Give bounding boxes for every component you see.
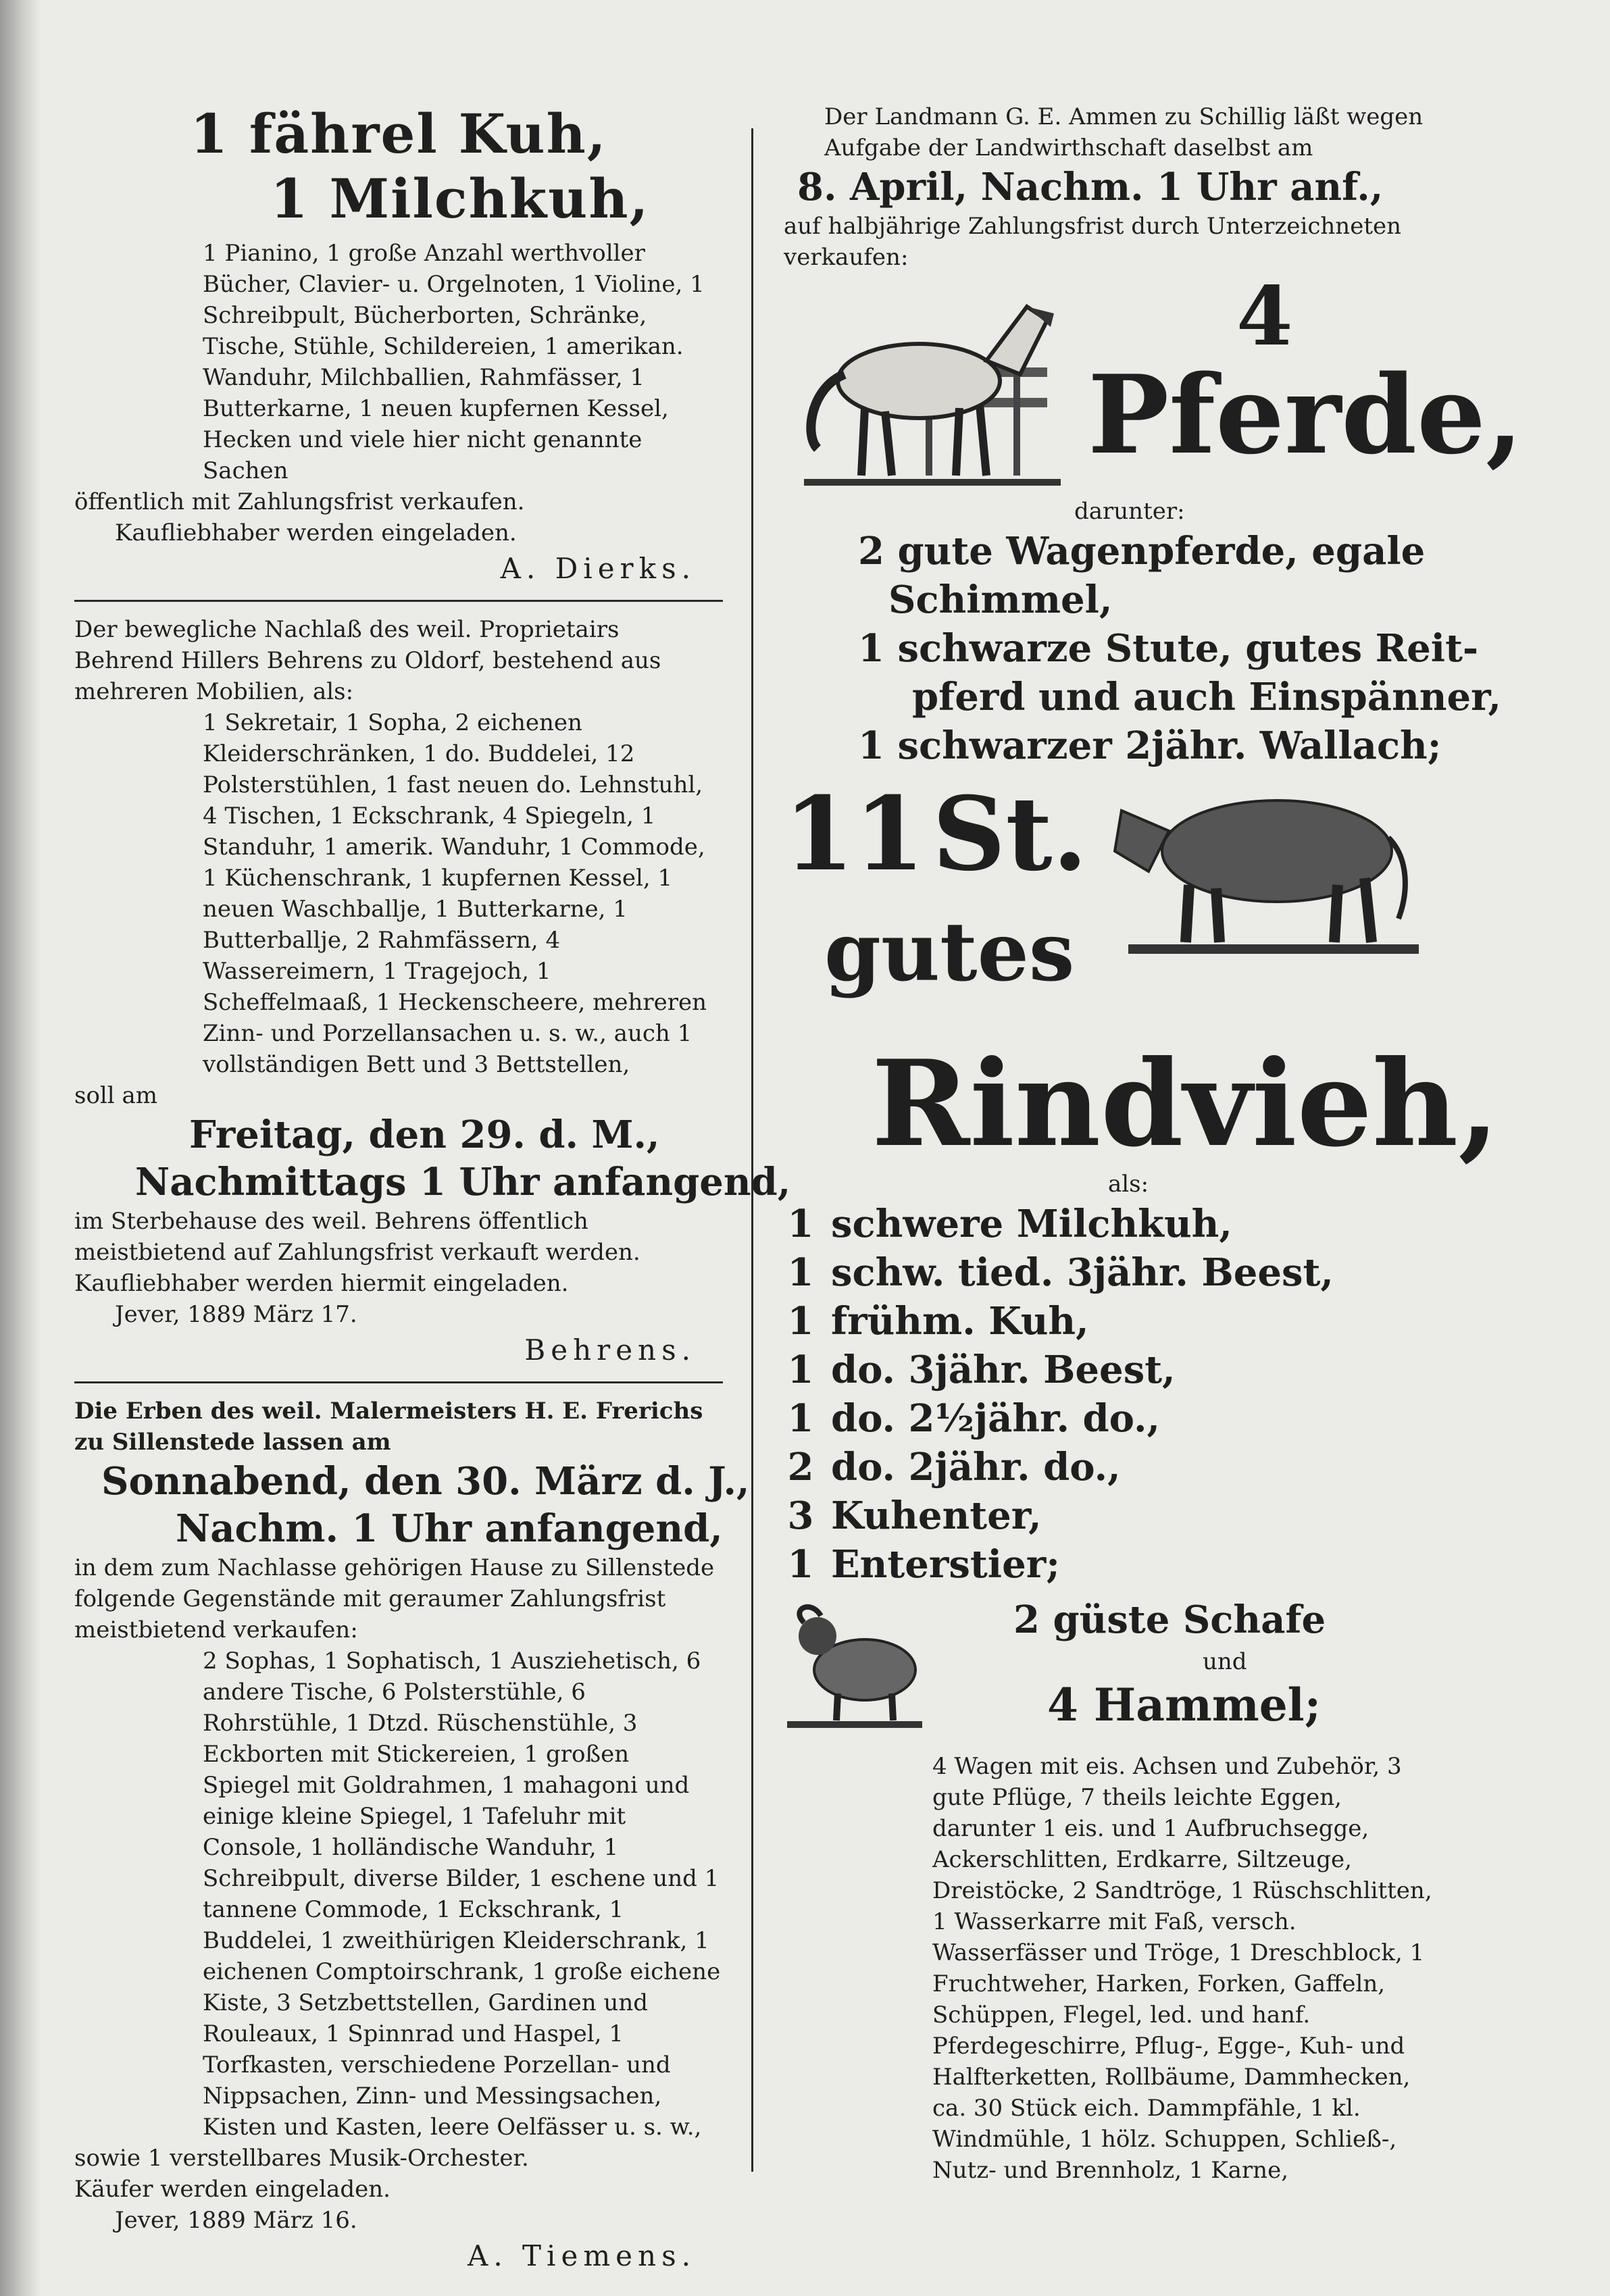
ad2-intro: Der bewegliche Nachlaß des weil. Proprietairs Behrend Hillers Behrens zu Oldorf, bestehend aus mehreren Mobilien, als: <box>74 616 661 705</box>
horse-line-4: pferd und auch Einspänner, <box>912 675 1502 719</box>
ad3-date: Sonnabend, den 30. März d. J., <box>101 1459 750 1504</box>
ad3-intro: Die Erben des weil. Malermeisters H. E. Frerichs zu Sillenstede lassen am <box>74 1398 703 1456</box>
ad1-line: öffentlich mit Zahlungsfrist verkaufen. <box>74 488 525 515</box>
page-binding-edge <box>0 0 41 2296</box>
hammel-line: 4 Hammel; <box>1047 1679 1322 1731</box>
gutes-label: gutes <box>824 904 1075 1000</box>
ammen-date: 8. April, Nachm. 1 Uhr anf., <box>797 165 1384 209</box>
pferde-heading: Pferde, <box>1088 351 1524 478</box>
cattle-item: 1 do. 3jähr. Beest, <box>787 1348 1176 1392</box>
ad2-body: im Sterbehause des weil. Behrens öffentlich meistbietend auf Zahlungsfrist verkauft werden. Kaufliebhaber werden hiermit eingeladen. <box>74 1208 640 1297</box>
darunter-label: darunter: <box>1074 498 1185 525</box>
cattle-item: 2 do. 2jähr. do., <box>787 1445 1121 1489</box>
ad2-items: 1 Sekretair, 1 Sopha, 2 eichenen Kleiderschränken, 1 do. Buddelei, 12 Polsterstühlen, 1 fast neuen do. Lehnstuhl, 4 Tischen, 1 Eckschrank, 4 Spiegeln, 1 Standuhr, 1 amerik. Wanduhr, 1 Commode, 1 Küchenschrank, 1 kupfernen Kessel, 1 neuen Waschballje, 1 Butterkarne, 1 Butterballje, 2 Rahmfässern, 4 Wassereimern, 1 Tragejoch, 1 Scheffelmaaß, 1 Heckenscheere, mehreren Zinn- und Porzellansachen u. s. w., auch 1 vollständigen Bett und 3 Bettstellen, <box>203 709 707 1078</box>
cattle-item: 1 Enterstier; <box>787 1542 1060 1587</box>
left-column <box>74 101 791 2276</box>
und-label: und <box>1203 1648 1247 1675</box>
ad-behrens <box>74 614 791 1371</box>
cattle-block <box>770 770 1446 1040</box>
cattle-item: 1 schw. tied. 3jähr. Beest, <box>787 1250 1334 1295</box>
divider-2 <box>74 1381 723 1383</box>
ad2-time: Nachmittags 1 Uhr anfangend, <box>135 1160 791 1204</box>
horse-line-1: 2 gute Wagenpferde, egale <box>858 529 1426 573</box>
horse-illustration <box>790 280 1061 496</box>
ad-tiemens <box>74 1396 750 2276</box>
als-label: als: <box>1108 1171 1149 1198</box>
ad-dierks <box>74 101 723 589</box>
schafe-line: 2 güste Schafe <box>1013 1598 1326 1642</box>
number-eleven: 11 <box>784 775 925 894</box>
ad3-dateline: Jever, 1889 März 16. <box>115 2207 357 2234</box>
ad1-headline-1: 1 fährel Kuh, <box>190 102 607 165</box>
column-divider <box>751 128 753 2172</box>
sheep-block <box>770 1589 1446 1744</box>
cow-illustration <box>1108 770 1419 959</box>
equipment-list: 4 Wagen mit eis. Achsen und Zubehör, 3 gute Pflüge, 7 theils leichte Eggen, darunter 1 eis. und 1 Aufbruchsegge, Ackerschlitten, Erdkarre, Siltzeuge, Dreistöcke, 2 Sandtröge, 1 Rüschschlitten, 1 Wasserkarre mit Faß, versch. Wasserfässer und Tröge, 1 Dreschblock, 1 Fruchtweher, Harken, Forken, Gaffeln, Schüppen, Flegel, led. und hanf. Pferdegeschirre, Pflug-, Egge-, Kuh- und Halfterketten, Rollbäume, Dammhecken, ca. 30 Stück eich. Dammpfähle, 1 kl. Windmühle, 1 hölz. Schuppen, Schließ-, Nutz- und Brennholz, 1 Karne, <box>932 1753 1432 2184</box>
cattle-item: 1 frühm. Kuh, <box>787 1299 1089 1344</box>
right-column <box>770 101 1524 2186</box>
cattle-item: 3 Kuhenter, <box>787 1494 1042 1538</box>
ad2-dateline: Jever, 1889 März 17. <box>115 1301 357 1328</box>
ad3-signature: A. Tiemens. <box>468 2239 696 2272</box>
ad1-headline-2: 1 Milchkuh, <box>270 167 650 230</box>
ad1-signature: A. Dierks. <box>500 552 696 585</box>
ad3-invite: Käufer werden eingeladen. <box>74 2176 391 2203</box>
cattle-list <box>770 1200 1446 1589</box>
cattle-item: 1 do. 2½jähr. do., <box>787 1396 1161 1441</box>
number-four: 4 <box>1236 269 1293 364</box>
cattle-item: 1 schwere Milchkuh, <box>787 1202 1232 1246</box>
horse-block <box>770 269 1524 496</box>
st-label: St. <box>932 775 1088 894</box>
sheep-illustration <box>784 1596 926 1731</box>
ad3-body: in dem zum Nachlasse gehörigen Hause zu Sillenstede folgende Gegenstände mit geraumer Zahlungsfrist meistbietend verkaufen: <box>74 1554 715 1643</box>
horse-line-3: 1 schwarze Stute, gutes Reit- <box>858 626 1479 671</box>
ad3-time: Nachm. 1 Uhr anfangend, <box>176 1506 723 1551</box>
ammen-intro: Der Landmann G. E. Ammen zu Schillig läßt wegen Aufgabe der Landwirthschaft daselbst am <box>824 103 1424 161</box>
horse-line-5: 1 schwarzer 2jähr. Wallach; <box>858 723 1442 768</box>
rindvieh-heading: Rindvieh, <box>872 1035 1500 1173</box>
horse-line-2: Schimmel, <box>888 578 1113 622</box>
ad3-sowie: sowie 1 verstellbares Musik-Orchester. <box>74 2145 529 2172</box>
ad1-body: 1 Pianino, 1 große Anzahl werthvoller Bücher, Clavier- u. Orgelnoten, 1 Violine, 1 Schreibpult, Bücherborten, Schränke, Tische, Stühle, Schildereien, 1 amerikan. Wanduhr, Milchballien, Rahmfässer, 1 Butterkarne, 1 neuen kupfernen Kessel, Hecken und viele hier nicht genannte Sachen <box>203 240 705 484</box>
ammen-intro-2: auf halbjährige Zahlungsfrist durch Unterzeichneten verkaufen: <box>784 213 1401 271</box>
ad1-invite: Kaufliebhaber werden eingeladen. <box>115 519 517 546</box>
ad2-date: Freitag, den 29. d. M., <box>189 1113 660 1157</box>
ad2-soll: soll am <box>74 1082 157 1109</box>
ad3-items: 2 Sophas, 1 Sophatisch, 1 Ausziehetisch, 6 andere Tische, 6 Polsterstühle, 6 Rohrstühle, 1 Dtzd. Rüschenstühle, 3 Eckborten mit Stickereien, 1 großen Spiegel mit Goldrahmen, 1 mahagoni und einige kleine Spiegel, 1 Tafeluhr mit Console, 1 holländische Wanduhr, 1 Schreibpult, diverse Bilder, 1 eschene und 1 tannene Commode, 1 Eckschrank, 1 Buddelei, 1 zweithürigen Kleiderschrank, 1 eichenen Comptoirschrank, 1 große eichene Kiste, 3 Setzbettstellen, Gardinen und Rouleaux, 1 Spinnrad und Haspel, 1 Torfkasten, verschiedene Porzellan- und Nippsachen, Zinn- und Messingsachen, Kisten und Kasten, leere Oelfässer u. s. w., <box>203 1648 721 2141</box>
ad2-signature: Behrens. <box>524 1333 696 1367</box>
divider-1 <box>74 600 723 602</box>
